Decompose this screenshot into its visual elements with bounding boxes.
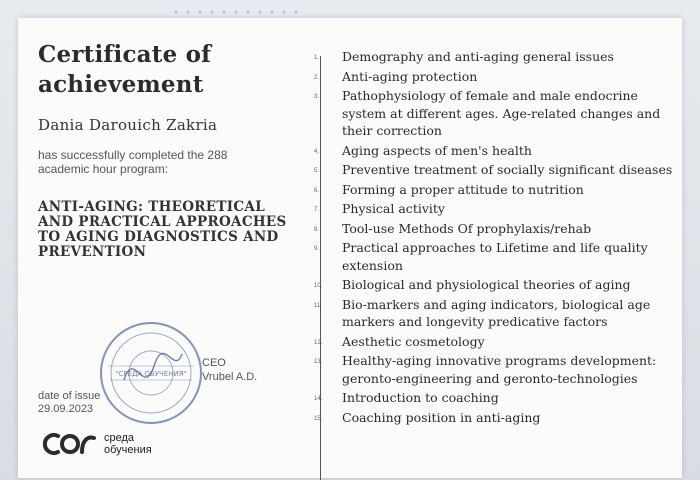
module-text: Coaching position in anti-aging bbox=[342, 409, 541, 425]
module-item bbox=[314, 142, 674, 160]
module-number: 11. bbox=[314, 302, 322, 309]
module-text: Healthy-aging innovative programs development: geronto-engineering and geronto-technologies bbox=[342, 353, 657, 386]
seal-text: "СРЕДА ОБУЧЕНИЯ" bbox=[115, 370, 187, 378]
module-text: Physical activity bbox=[342, 201, 445, 216]
module-item bbox=[314, 48, 674, 66]
module-number: 8. bbox=[314, 226, 320, 233]
module-text: Anti-aging protection bbox=[342, 68, 478, 84]
module-number: 7. bbox=[314, 207, 320, 213]
certificate-title: Certificate of achievement bbox=[38, 41, 212, 98]
issue-date-value: 29.09.2023 bbox=[38, 403, 94, 415]
module-number: 2. bbox=[314, 74, 320, 81]
certificate-sheet bbox=[18, 18, 682, 478]
module-number: 3. bbox=[314, 94, 320, 100]
module-item bbox=[314, 333, 674, 351]
module-item bbox=[314, 87, 674, 140]
module-text: Aging aspects of men's health bbox=[342, 142, 532, 158]
signatory-role: CEO bbox=[202, 357, 226, 369]
module-text: Tool-use Methods Of prophylaxis/rehab bbox=[342, 220, 592, 236]
recipient-name: Dania Darouich Zakria bbox=[38, 116, 218, 134]
issue-date-block bbox=[38, 390, 100, 416]
module-item bbox=[314, 220, 674, 238]
module-text: Practical approaches to Lifetime and life quality extension bbox=[342, 240, 648, 273]
module-number: 4. bbox=[314, 148, 320, 155]
signatory-block bbox=[202, 356, 257, 384]
module-item bbox=[314, 276, 674, 294]
brand-name bbox=[104, 432, 152, 456]
module-item bbox=[314, 352, 674, 387]
certificate-left-column bbox=[38, 40, 308, 260]
module-item bbox=[314, 239, 674, 274]
module-text: Forming a proper attitude to nutrition bbox=[342, 181, 584, 197]
module-number: 13. bbox=[314, 359, 323, 365]
module-number: 9. bbox=[314, 246, 320, 252]
module-item bbox=[314, 68, 674, 86]
issue-date-label: date of issue bbox=[38, 390, 101, 402]
module-list bbox=[314, 48, 674, 428]
module-item bbox=[314, 409, 674, 427]
brand-name-line2: обучения bbox=[104, 444, 152, 456]
module-text: Preventive treatment of socially significant diseases bbox=[342, 162, 673, 177]
module-number: 5. bbox=[314, 168, 320, 174]
module-number: 15. bbox=[314, 415, 323, 422]
program-title: ANTI-AGING: THEORETICAL AND PRACTICAL APPROACHES TO AGING DIAGNOSTICS AND PREVENTION bbox=[38, 199, 287, 260]
module-text: Aesthetic cosmetology bbox=[342, 333, 485, 349]
module-number: 6. bbox=[314, 187, 320, 194]
brand-logo bbox=[36, 430, 152, 458]
module-number: 10. bbox=[314, 283, 323, 289]
sreda-logo-icon bbox=[36, 430, 98, 458]
module-item bbox=[314, 389, 674, 407]
module-text: Introduction to coaching bbox=[342, 390, 499, 405]
module-text: Demography and anti-aging general issues bbox=[342, 49, 614, 64]
module-item bbox=[314, 200, 674, 218]
module-item bbox=[314, 161, 674, 179]
module-item bbox=[314, 296, 674, 331]
completion-statement: has successfully completed the 288 academic hour program: bbox=[38, 148, 228, 176]
module-number: 14. bbox=[314, 396, 323, 402]
module-text: Biological and physiological theories of aging bbox=[342, 277, 631, 292]
signatory-name: Vrubel A.D. bbox=[202, 371, 258, 383]
module-number: 12. bbox=[314, 339, 323, 346]
official-seal-stamp bbox=[96, 318, 206, 428]
module-text: Pathophysiology of female and male endocrine system at different ages. Age-related changes and their correction bbox=[342, 88, 661, 138]
module-number: 1. bbox=[314, 55, 320, 61]
brand-name-line1: среда bbox=[104, 432, 135, 444]
module-text: Bio-markers and aging indicators, biological age markers and longevity predicative factors bbox=[342, 296, 651, 329]
module-item bbox=[314, 181, 674, 199]
